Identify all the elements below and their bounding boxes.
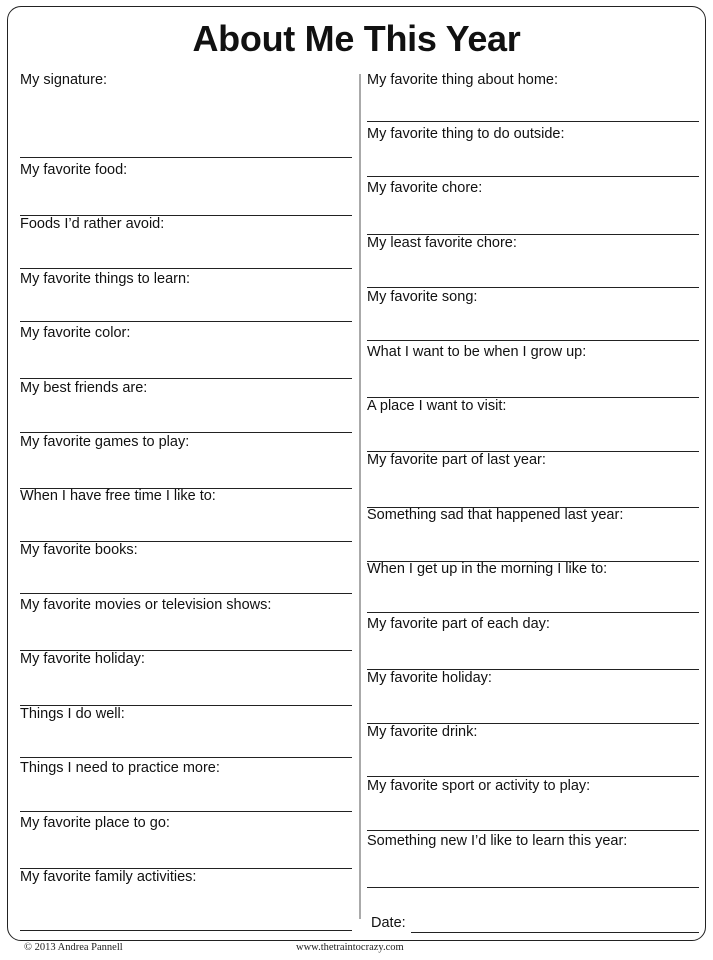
answer-line[interactable] [20,930,352,932]
question-label: A place I want to visit: [367,398,507,414]
question-label: My least favorite chore: [367,235,517,251]
question-field[interactable] [20,216,352,269]
question-field[interactable] [367,235,699,288]
question-field[interactable] [20,542,352,594]
question-label: My favorite holiday: [20,651,145,667]
question-field[interactable] [367,507,699,562]
question-label: Foods I’d rather avoid: [20,216,165,232]
question-label: My signature: [20,72,108,88]
question-label: When I get up in the morning I like to: [367,561,608,577]
answer-line[interactable] [20,811,352,813]
answer-line[interactable] [367,121,699,123]
question-label: My favorite part of last year: [367,452,546,468]
answer-line[interactable] [20,268,352,270]
question-field[interactable] [20,72,352,158]
question-label: My favorite movies or television shows: [20,597,272,613]
question-field[interactable] [20,488,352,542]
question-label: My favorite place to go: [20,815,170,831]
question-label: My favorite thing to do outside: [367,126,565,142]
answer-line[interactable] [367,340,699,342]
question-label: My favorite holiday: [367,670,492,686]
question-label: My favorite song: [367,289,478,305]
question-field[interactable] [20,706,352,758]
question-label: My favorite thing about home: [367,72,559,88]
answer-line[interactable] [20,321,352,323]
column-divider [359,74,361,919]
question-field[interactable] [367,126,699,177]
question-label: My favorite family activities: [20,869,197,885]
question-field[interactable] [20,869,352,931]
answer-line[interactable] [20,432,352,434]
question-label: Things I do well: [20,706,125,722]
question-label: My favorite sport or activity to play: [367,778,591,794]
question-label: My favorite food: [20,162,128,178]
question-field[interactable] [20,815,352,869]
answer-line[interactable] [367,287,699,289]
date-field[interactable] [367,915,699,933]
question-label: My favorite color: [20,325,131,341]
question-field[interactable] [367,724,699,777]
answer-line[interactable] [20,757,352,759]
answer-line[interactable] [367,887,699,889]
question-field[interactable] [367,778,699,831]
question-label: My favorite drink: [367,724,478,740]
date-answer-line[interactable] [411,932,699,934]
question-label: What I want to be when I grow up: [367,344,587,360]
answer-line[interactable] [367,612,699,614]
answer-line[interactable] [20,378,352,380]
question-label: Something sad that happened last year: [367,507,624,523]
question-field[interactable] [367,452,699,508]
question-field[interactable] [20,651,352,706]
question-label: Something new I’d like to learn this year: [367,833,628,849]
question-field[interactable] [367,616,699,670]
question-field[interactable] [20,760,352,812]
answer-line[interactable] [20,593,352,595]
question-field[interactable] [20,162,352,216]
question-field[interactable] [367,561,699,613]
question-field[interactable] [367,72,699,122]
answer-line[interactable] [20,157,352,159]
question-field[interactable] [20,380,352,433]
question-field[interactable] [367,180,699,235]
question-field[interactable] [20,271,352,322]
question-label: My best friends are: [20,380,148,396]
copyright-text: © 2013 Andrea Pannell [24,942,123,953]
question-label: My favorite chore: [367,180,483,196]
answer-line[interactable] [367,830,699,832]
question-field[interactable] [20,325,352,379]
question-label: When I have free time I like to: [20,488,216,504]
question-label: My favorite books: [20,542,138,558]
answer-line[interactable] [367,176,699,178]
question-field[interactable] [367,833,699,888]
date-label: Date: [371,915,406,931]
website-text: www.thetraintocrazy.com [296,942,404,953]
question-label: My favorite games to play: [20,434,190,450]
answer-line[interactable] [367,776,699,778]
question-field[interactable] [20,597,352,651]
question-label: Things I need to practice more: [20,760,220,776]
question-field[interactable] [20,434,352,489]
question-field[interactable] [367,289,699,341]
page-title: About Me This Year [192,18,521,59]
question-label: My favorite things to learn: [20,271,191,287]
question-field[interactable] [367,398,699,452]
question-field[interactable] [367,670,699,724]
question-label: My favorite part of each day: [367,616,550,632]
question-field[interactable] [367,344,699,398]
